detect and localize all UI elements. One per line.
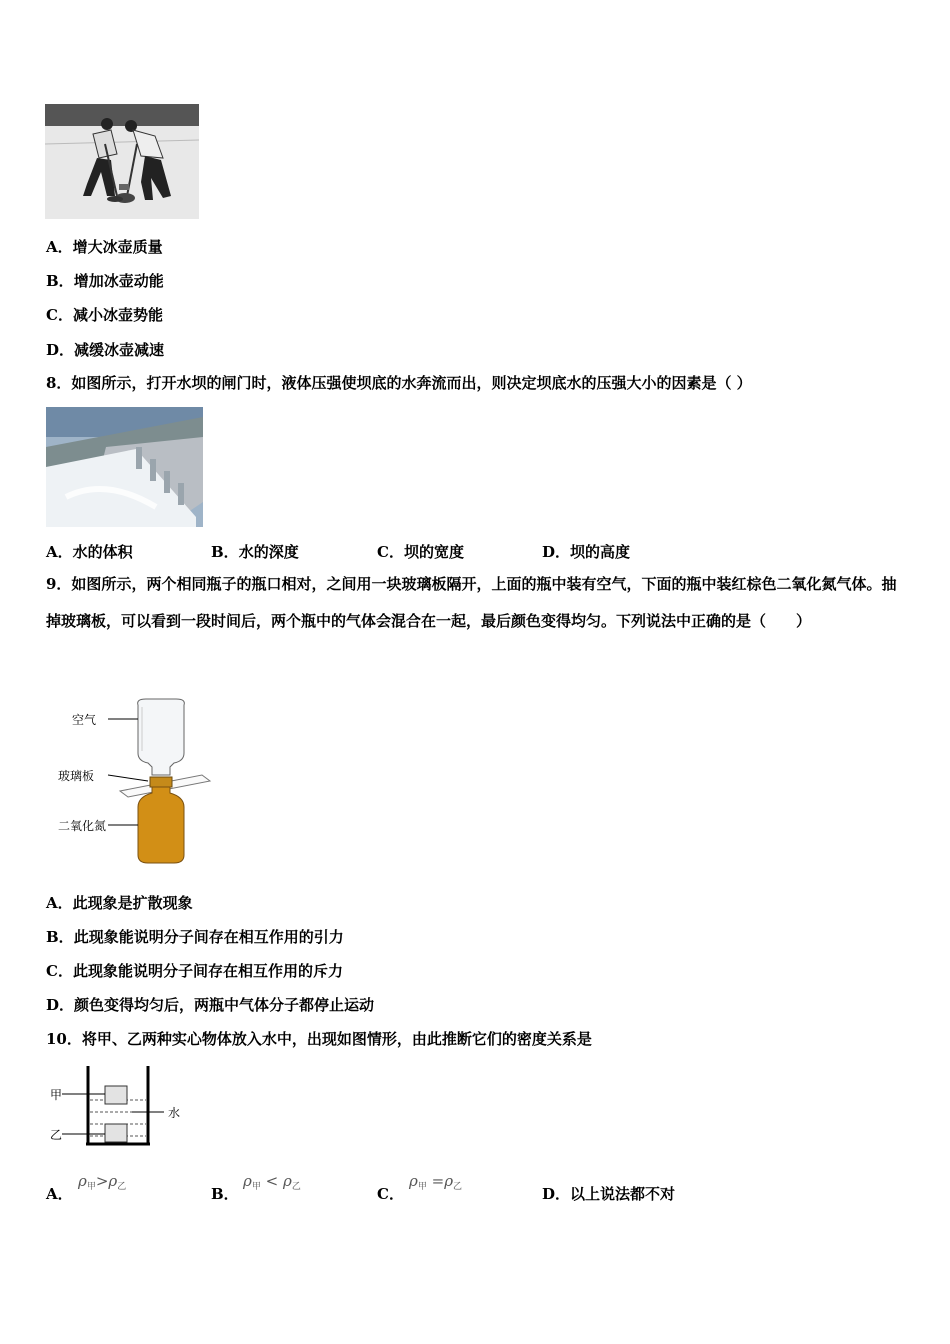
formula-c: $\rho_甲 =\rho_乙$ <box>409 1172 463 1192</box>
q7-option-c[interactable]: C．减小冰壶势能 <box>46 306 163 324</box>
label-jia: 甲 <box>50 1088 63 1102</box>
q10-option-d[interactable]: D．以上说法都不对 <box>542 1185 676 1203</box>
formula-b: $\rho_甲 < \rho_乙$ <box>243 1172 301 1192</box>
q7-option-d[interactable]: D．减缓冰壶减速 <box>46 341 165 359</box>
q8-option-a[interactable]: A．水的体积 <box>46 543 133 561</box>
q9-option-a[interactable]: A．此现象是扩散现象 <box>46 894 193 912</box>
label-air: 空气 <box>72 713 97 727</box>
q9-option-b[interactable]: B．此现象能说明分子间存在相互作用的引力 <box>46 928 344 946</box>
label-glass-plate: 玻璃板 <box>58 769 95 783</box>
bottle-diagram <box>56 697 226 865</box>
dam-photo <box>46 407 203 527</box>
q9-option-c[interactable]: C．此现象能说明分子间存在相互作用的斥力 <box>46 962 343 980</box>
q10-stem: 10．将甲、乙两种实心物体放入水中，出现如图情形，由此推断它们的密度关系是 <box>46 1030 592 1048</box>
formula-a: $\rho_甲>\rho_乙$ <box>78 1172 127 1192</box>
label-yi: 乙 <box>50 1128 63 1142</box>
q8-option-c[interactable]: C．坝的宽度 <box>377 543 464 561</box>
q7-option-b[interactable]: B．增加冰壶动能 <box>46 272 164 290</box>
curling-photo <box>45 104 199 219</box>
q9-option-d[interactable]: D．颜色变得均匀后，两瓶中气体分子都停止运动 <box>46 996 375 1014</box>
q8-option-b[interactable]: B．水的深度 <box>211 543 299 561</box>
label-no2: 二氧化氮 <box>58 819 107 833</box>
q9-stem: 9．如图所示，两个相同瓶子的瓶口相对，之间用一块玻璃板隔开，上面的瓶中装有空气，下面的瓶中装红棕色二氧化氮气体。抽掉玻璃板，可以看到一段时间后，两个瓶中的气体会混合在一起，最后颜色变得均匀。下列说法中正确的是（ ） <box>46 575 897 630</box>
q10-option-b[interactable]: B． <box>211 1185 239 1203</box>
q7-option-a[interactable]: A．增大冰壶质量 <box>46 238 163 256</box>
label-water: 水 <box>168 1106 181 1120</box>
beaker-diagram <box>48 1062 198 1150</box>
q10-option-c[interactable]: C． <box>377 1185 404 1203</box>
q8-stem: 8．如图所示，打开水坝的闸门时，液体压强使坝底的水奔流而出，则决定坝底水的压强大小的因素是（ ） <box>46 374 752 392</box>
q10-option-a[interactable]: A． <box>46 1185 73 1203</box>
q8-option-d[interactable]: D．坝的高度 <box>542 543 631 561</box>
